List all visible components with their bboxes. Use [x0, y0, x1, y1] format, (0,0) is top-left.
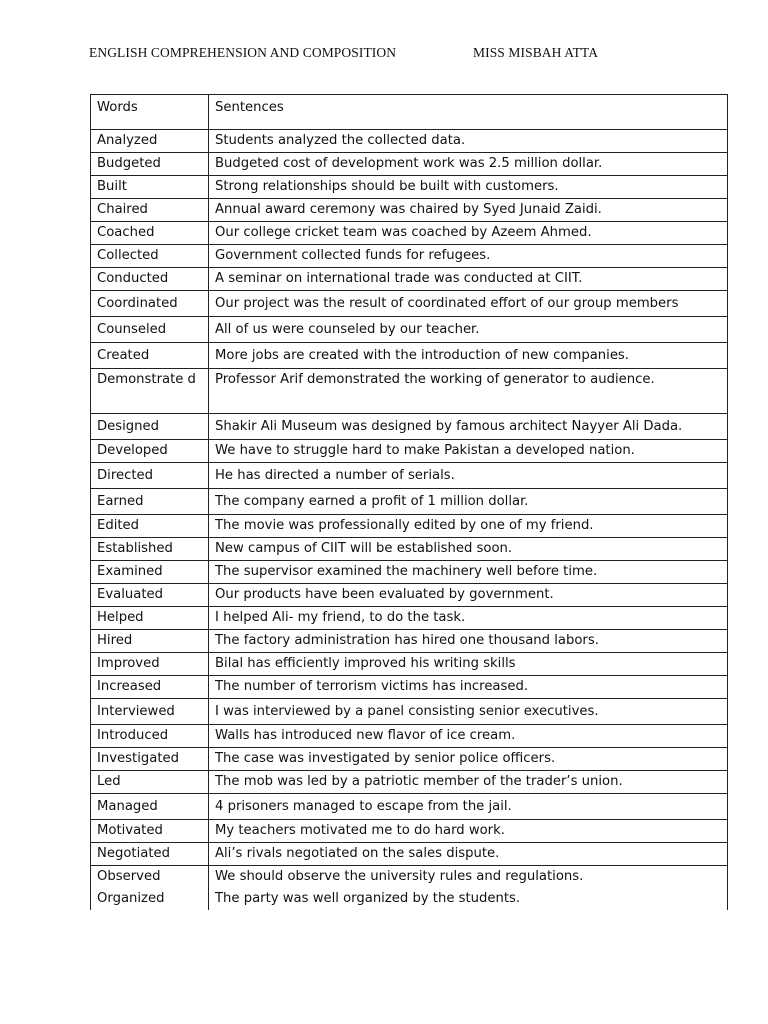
sentence-cell: A seminar on international trade was conducted at CIIT.: [209, 268, 728, 291]
word-cell: Analyzed: [91, 130, 209, 153]
sentence-cell: I was interviewed by a panel consisting senior executives.: [209, 699, 728, 725]
table-row: [91, 538, 728, 561]
table-row: [91, 515, 728, 538]
table-row: [91, 771, 728, 794]
sentence-cell: I helped Ali- my friend, to do the task.: [209, 607, 728, 630]
word-cell: Negotiated: [91, 843, 209, 866]
table-row: [91, 176, 728, 199]
sentence-cell: My teachers motivated me to do hard work.: [209, 820, 728, 843]
table-header-row: [91, 95, 728, 130]
sentence-cell: The number of terrorism victims has increased.: [209, 676, 728, 699]
table-row: [91, 268, 728, 291]
sentence-cell: He has directed a number of serials.: [209, 463, 728, 489]
sentence-cell: Students analyzed the collected data.: [209, 130, 728, 153]
word-cell: Observed: [91, 866, 209, 889]
table-row: [91, 699, 728, 725]
table-row: [91, 291, 728, 317]
sentence-cell: Government collected funds for refugees.: [209, 245, 728, 268]
word-cell: Hired: [91, 630, 209, 653]
word-cell: Motivated: [91, 820, 209, 843]
table-row: [91, 866, 728, 889]
sentence-cell: The party was well organized by the students.: [209, 888, 728, 910]
word-cell: Directed: [91, 463, 209, 489]
words-table: [90, 94, 728, 910]
sentence-cell: The factory administration has hired one thousand labors.: [209, 630, 728, 653]
sentence-cell: We should observe the university rules and regulations.: [209, 866, 728, 889]
word-cell: Designed: [91, 414, 209, 440]
word-cell: Budgeted: [91, 153, 209, 176]
sentence-cell: Professor Arif demonstrated the working of generator to audience.: [209, 369, 728, 414]
word-cell: Chaired: [91, 199, 209, 222]
sentence-cell: Budgeted cost of development work was 2.5 million dollar.: [209, 153, 728, 176]
word-cell: Collected: [91, 245, 209, 268]
table-row: [91, 820, 728, 843]
table-row: [91, 794, 728, 820]
table-row: [91, 653, 728, 676]
sentence-cell: Bilal has efficiently improved his writing skills: [209, 653, 728, 676]
word-cell: Evaluated: [91, 584, 209, 607]
table-row: [91, 343, 728, 369]
table-row: [91, 489, 728, 515]
sentence-cell: Ali’s rivals negotiated on the sales dispute.: [209, 843, 728, 866]
table-row: [91, 748, 728, 771]
word-cell: Created: [91, 343, 209, 369]
table-row: [91, 369, 728, 414]
table-row: [91, 222, 728, 245]
sentence-cell: New campus of CIIT will be established soon.: [209, 538, 728, 561]
word-cell: Built: [91, 176, 209, 199]
sentence-cell: Walls has introduced new flavor of ice cream.: [209, 725, 728, 748]
table-row: [91, 584, 728, 607]
sentence-cell: Our project was the result of coordinated effort of our group members: [209, 291, 728, 317]
sentence-cell: All of us were counseled by our teacher.: [209, 317, 728, 343]
word-cell: Counseled: [91, 317, 209, 343]
word-cell: Coordinated: [91, 291, 209, 317]
table-row: [91, 463, 728, 489]
table-row: [91, 843, 728, 866]
word-cell: Coached: [91, 222, 209, 245]
table-row: [91, 630, 728, 653]
word-cell: Led: [91, 771, 209, 794]
table-row: [91, 245, 728, 268]
word-cell: Developed: [91, 440, 209, 463]
sentence-cell: The case was investigated by senior police officers.: [209, 748, 728, 771]
table-row: [91, 130, 728, 153]
table-row: [91, 153, 728, 176]
word-cell: Managed: [91, 794, 209, 820]
table-row: [91, 561, 728, 584]
table-row: [91, 676, 728, 699]
word-cell: Introduced: [91, 725, 209, 748]
column-header-sentences: Sentences: [209, 95, 728, 130]
course-title: ENGLISH COMPREHENSION AND COMPOSITION: [89, 45, 397, 60]
word-cell: Earned: [91, 489, 209, 515]
table-row: [91, 199, 728, 222]
word-cell: Increased: [91, 676, 209, 699]
table-row: [91, 725, 728, 748]
word-cell: Demonstrate d: [91, 369, 209, 414]
sentence-cell: Our products have been evaluated by government.: [209, 584, 728, 607]
sentence-cell: More jobs are created with the introduction of new companies.: [209, 343, 728, 369]
sentence-cell: The movie was professionally edited by one of my friend.: [209, 515, 728, 538]
word-cell: Helped: [91, 607, 209, 630]
sentence-cell: Annual award ceremony was chaired by Syed Junaid Zaidi.: [209, 199, 728, 222]
sentence-cell: Strong relationships should be built with customers.: [209, 176, 728, 199]
sentence-cell: 4 prisoners managed to escape from the jail.: [209, 794, 728, 820]
table-row: [91, 440, 728, 463]
word-cell: Conducted: [91, 268, 209, 291]
teacher-name: MISS MISBAH ATTA: [473, 45, 599, 60]
sentence-cell: The company earned a profit of 1 million dollar.: [209, 489, 728, 515]
column-header-words: Words: [91, 95, 209, 130]
sentence-cell: The mob was led by a patriotic member of the trader’s union.: [209, 771, 728, 794]
page-header: [89, 45, 649, 65]
sentence-cell: Shakir Ali Museum was designed by famous architect Nayyer Ali Dada.: [209, 414, 728, 440]
word-cell: Established: [91, 538, 209, 561]
sentence-cell: The supervisor examined the machinery well before time.: [209, 561, 728, 584]
sentence-cell: Our college cricket team was coached by Azeem Ahmed.: [209, 222, 728, 245]
sentence-cell: We have to struggle hard to make Pakistan a developed nation.: [209, 440, 728, 463]
word-cell: Interviewed: [91, 699, 209, 725]
word-cell: Examined: [91, 561, 209, 584]
table-row: [91, 888, 728, 910]
table-row: [91, 607, 728, 630]
table-row: [91, 317, 728, 343]
word-cell: Edited: [91, 515, 209, 538]
table-row: [91, 414, 728, 440]
word-cell: Organized: [91, 888, 209, 910]
word-cell: Improved: [91, 653, 209, 676]
word-cell: Investigated: [91, 748, 209, 771]
